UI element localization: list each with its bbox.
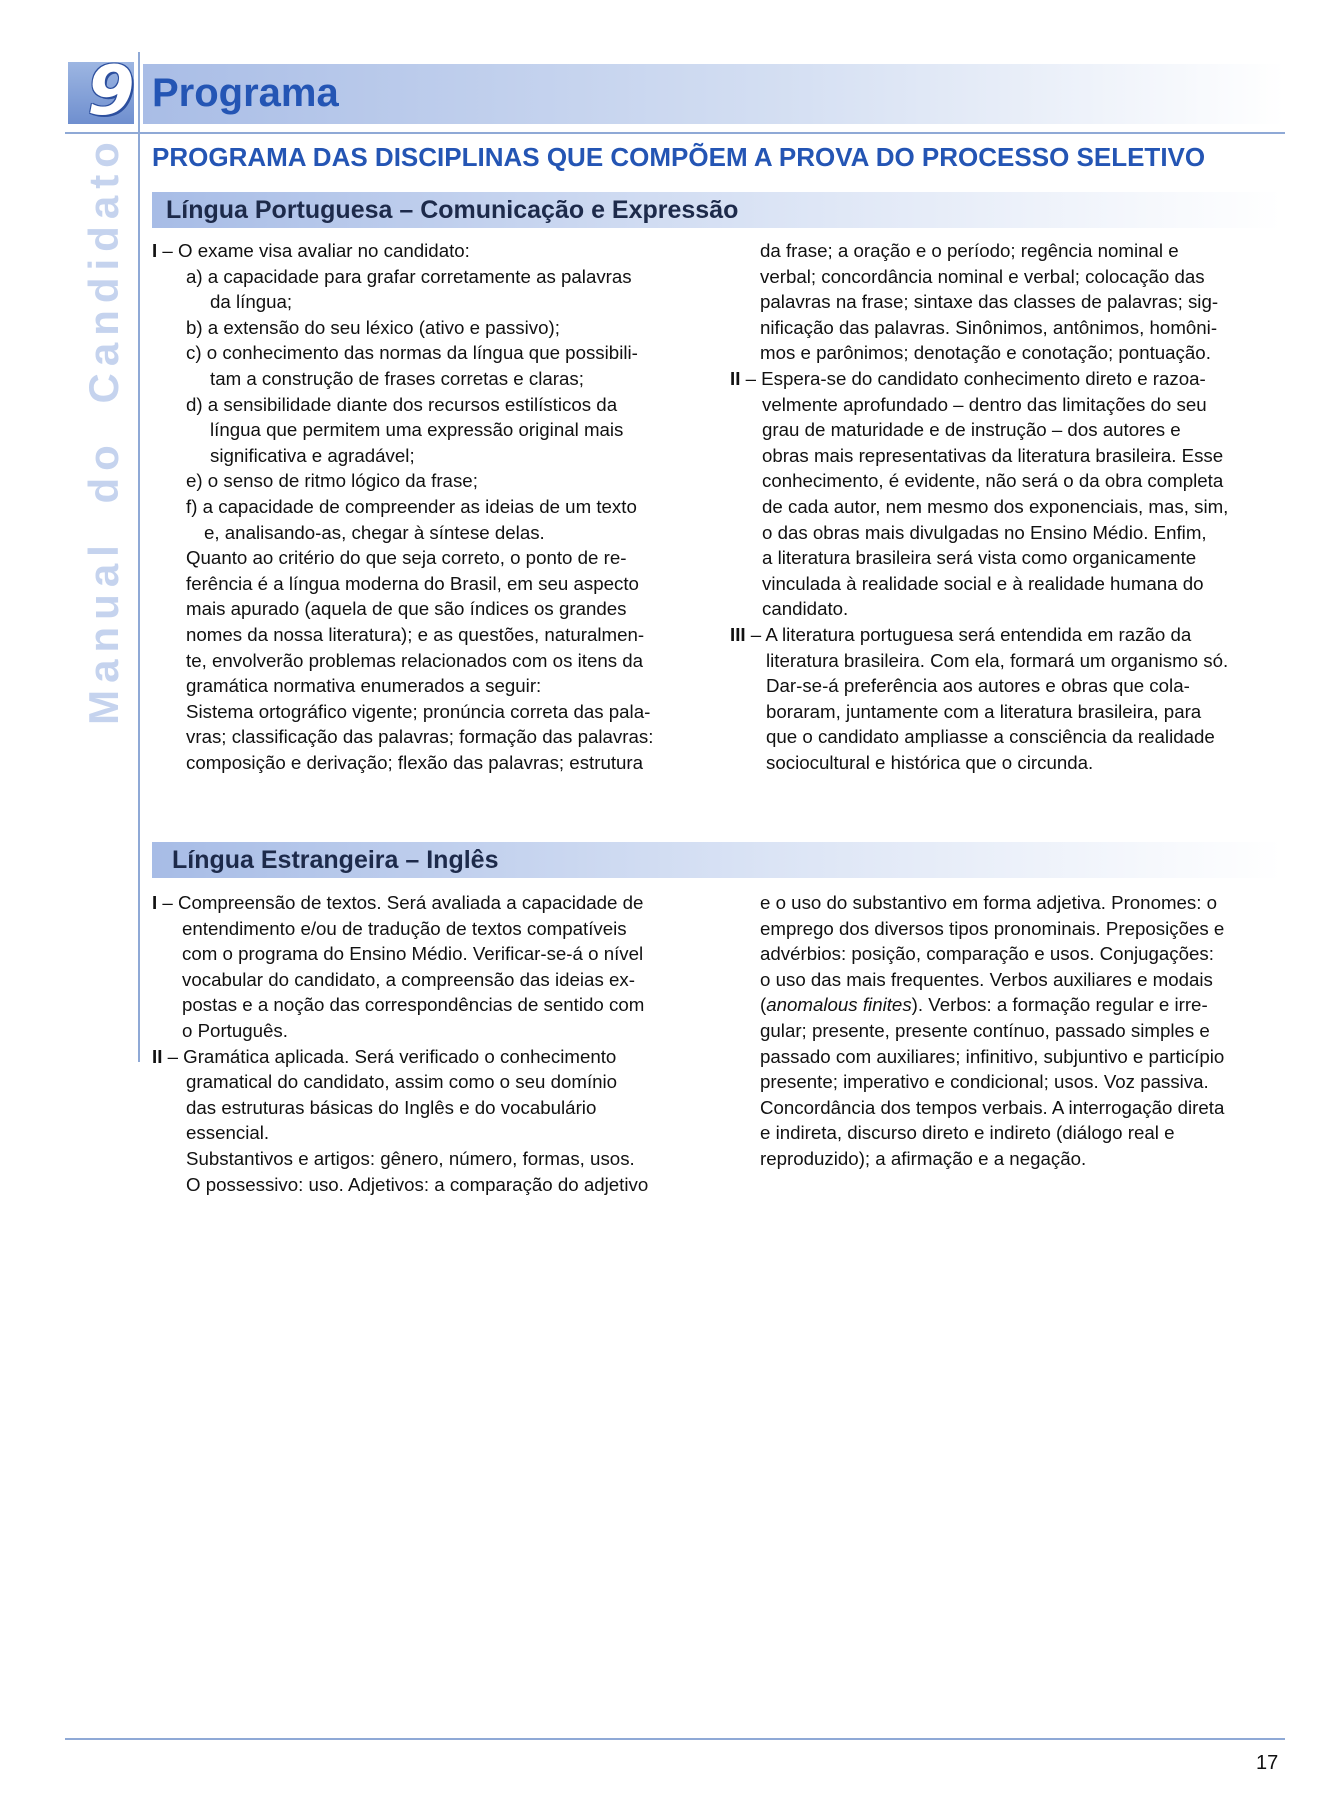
text-line: gramática normativa enumerados a seguir: xyxy=(186,675,542,697)
text-line: II – Gramática aplicada. Será verificado o conhecimento xyxy=(152,1045,617,1067)
text-line: d) a sensibilidade diante dos recursos estilísticos da xyxy=(186,393,618,415)
text-line: significativa e agradável; xyxy=(210,444,415,466)
text-line: grau de maturidade e de instrução – dos autores e xyxy=(762,419,1181,441)
sidebar-word: Candidato xyxy=(80,135,127,404)
text-line: b) a extensão do seu léxico (ativo e passivo); xyxy=(186,316,560,338)
text-line: da língua; xyxy=(210,291,293,313)
ingles-right-column xyxy=(760,890,1224,1172)
text-line: literatura brasileira. Com ela, formará um organismo só. xyxy=(766,649,1229,671)
text-line: composição e derivação; flexão das palavras; estrutura xyxy=(186,751,644,773)
text-line: postas e a noção das correspondências de sentido com xyxy=(182,994,645,1016)
text-line: e, analisando-as, chegar à síntese delas. xyxy=(204,521,545,543)
text-line: boraram, juntamente com a literatura brasileira, para xyxy=(766,700,1202,722)
text-line: velmente aprofundado – dentro das limitações do seu xyxy=(762,393,1207,415)
vertical-rule xyxy=(138,52,140,1062)
text-line: das estruturas básicas do Inglês e do vocabulário xyxy=(186,1096,597,1118)
chapter-title: Programa xyxy=(152,71,339,115)
text-line: vinculada à realidade social e à realidade humana do xyxy=(762,572,1204,594)
sidebar-manual-label xyxy=(80,127,128,733)
text-line: III – A literatura portuguesa será entendida em razão da xyxy=(730,623,1192,645)
text-line: e) o senso de ritmo lógico da frase; xyxy=(186,470,478,492)
text-line: Dar-se-á preferência aos autores e obras que cola- xyxy=(766,675,1190,697)
text-line: c) o conhecimento das normas da língua que possibili- xyxy=(186,342,638,364)
text-line: língua que permitem uma expressão original mais xyxy=(210,419,624,441)
sidebar-word: do xyxy=(80,438,127,504)
footer-rule xyxy=(65,1738,1285,1740)
section-title-portugues: Língua Portuguesa – Comunicação e Expressão xyxy=(166,196,739,224)
portugues-right-column xyxy=(730,238,1228,775)
text-line: II – Espera-se do candidato conhecimento direto e razoa- xyxy=(730,367,1206,389)
text-line: candidato. xyxy=(762,598,849,620)
text-line: obras mais representativas da literatura brasileira. Esse xyxy=(762,444,1224,466)
text-line: O possessivo: uso. Adjetivos: a comparação do adjetivo xyxy=(186,1173,649,1195)
text-line: sociocultural e histórica que o circunda. xyxy=(766,751,1094,773)
text-line: emprego dos diversos tipos pronominais. Preposições e xyxy=(760,917,1225,939)
text-line: gular; presente, presente contínuo, passado simples e xyxy=(760,1019,1210,1041)
text-line: nomes da nossa literatura); e as questões, naturalmen- xyxy=(186,623,645,645)
section-title-ingles: Língua Estrangeira – Inglês xyxy=(172,846,499,874)
ingles-left-column xyxy=(152,890,648,1197)
page-number: 17 xyxy=(1256,1752,1279,1774)
text-line: nificação das palavras. Sinônimos, antônimos, homôni- xyxy=(760,316,1218,338)
text-line: reproduzido); a afirmação e a negação. xyxy=(760,1147,1087,1169)
text-line: Concordância dos tempos verbais. A interrogação direta xyxy=(760,1096,1225,1118)
text-line: verbal; concordância nominal e verbal; colocação das xyxy=(760,265,1205,287)
text-line: mos e parônimos; denotação e conotação; pontuação. xyxy=(760,342,1211,364)
text-line: entendimento e/ou de tradução de textos compatíveis xyxy=(182,917,627,939)
text-line: te, envolverão problemas relacionados com os itens da xyxy=(186,649,644,671)
text-line: I – Compreensão de textos. Será avaliada a capacidade de xyxy=(152,892,644,913)
text-line: Quanto ao critério do que seja correto, o ponto de re- xyxy=(186,547,627,569)
text-line: vocabular do candidato, a compreensão das ideias ex- xyxy=(182,968,635,990)
text-line: a literatura brasileira será vista como organicamente xyxy=(762,547,1197,569)
text-line: e o uso do substantivo em forma adjetiva. Pronomes: o xyxy=(760,892,1218,913)
text-line: o das obras mais divulgadas no Ensino Médio. Enfim, xyxy=(762,521,1207,543)
text-line: conhecimento, é evidente, não será o da obra completa xyxy=(762,470,1224,492)
text-line: Substantivos e artigos: gênero, número, formas, usos. xyxy=(186,1147,635,1169)
text-line: passado com auxiliares; infinitivo, subjuntivo e particípio xyxy=(760,1045,1225,1067)
text-line: advérbios: posição, comparação e usos. Conjugações: xyxy=(760,943,1214,965)
text-line: Sistema ortográfico vigente; pronúncia correta das pala- xyxy=(186,700,651,722)
main-heading: PROGRAMA DAS DISCIPLINAS QUE COMPÕEM A PROVA DO PROCESSO SELETIVO xyxy=(152,142,1206,172)
text-line: de cada autor, nem mesmo dos exponenciais, mas, sim, xyxy=(762,495,1229,517)
text-line: I – O exame visa avaliar no candidato: xyxy=(152,240,470,261)
text-line: tam a construção de frases corretas e claras; xyxy=(210,367,584,389)
sidebar-word: Manual xyxy=(80,538,127,725)
chapter-number: 9 xyxy=(87,52,135,131)
text-line: da frase; a oração e o período; regência nominal e xyxy=(760,240,1179,261)
text-line: o Português. xyxy=(182,1019,288,1041)
text-line: a) a capacidade para grafar corretamente as palavras xyxy=(186,265,632,287)
text-line: f) a capacidade de compreender as ideias de um texto xyxy=(186,495,637,517)
text-line: o uso das mais frequentes. Verbos auxiliares e modais xyxy=(760,968,1213,990)
text-line: que o candidato ampliasse a consciência da realidade xyxy=(766,726,1215,748)
text-line: gramatical do candidato, assim como o seu domínio xyxy=(186,1071,618,1093)
text-line: ferência é a língua moderna do Brasil, em seu aspecto xyxy=(186,572,639,594)
text-line: com o programa do Ensino Médio. Verificar-se-á o nível xyxy=(182,943,644,965)
text-line: palavras na frase; sintaxe das classes de palavras; sig- xyxy=(760,291,1219,313)
portugues-left-column xyxy=(152,238,653,775)
text-line: (anomalous finites). Verbos: a formação regular e irre- xyxy=(760,994,1208,1016)
text-line: presente; imperativo e condicional; usos. Voz passiva. xyxy=(760,1071,1209,1093)
text-line: e indireta, discurso direto e indireto (diálogo real e xyxy=(760,1122,1175,1144)
header-rule xyxy=(65,132,1285,134)
text-line: vras; classificação das palavras; formação das palavras: xyxy=(186,726,654,748)
text-line: essencial. xyxy=(186,1122,270,1144)
text-line: mais apurado (aquela de que são índices os grandes xyxy=(186,598,627,620)
